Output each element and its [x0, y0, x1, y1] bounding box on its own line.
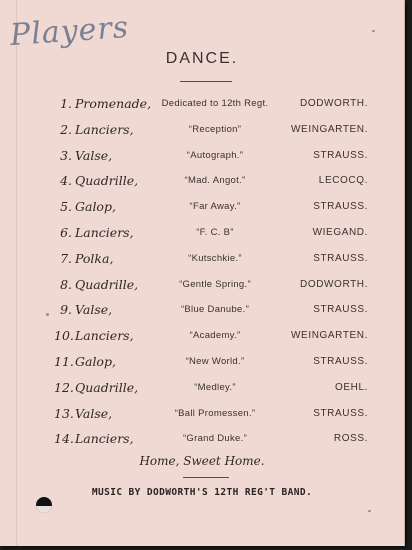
dance-type: Lanciers,: [75, 431, 134, 447]
dance-number: 3.: [60, 147, 72, 163]
dance-number: 9.: [60, 302, 72, 318]
handwritten-annotation: Players: [8, 9, 131, 54]
closing-dance: Home, Sweet Home.: [139, 454, 265, 468]
punch-hole-backing: [36, 506, 52, 513]
dance-entry: [54, 328, 164, 343]
composer-name: DODWORTH.: [300, 278, 368, 290]
dance-type: Quadrille,: [75, 379, 139, 395]
piece-title: “Gentle Spring.”: [179, 278, 251, 290]
program-row: [0, 277, 404, 299]
program-row: [0, 354, 404, 376]
program-row: [0, 431, 404, 453]
piece-title: “Autograph.”: [186, 149, 244, 161]
dance-number: 10.: [54, 328, 74, 344]
page-title: DANCE.: [165, 50, 239, 67]
program-row: [0, 199, 404, 221]
piece-title: “Kutschkie.”: [188, 252, 242, 264]
dance-type: Valse,: [75, 302, 113, 318]
dance-entry: [54, 277, 164, 292]
program-row: [0, 173, 404, 195]
composer-name: WEINGARTEN.: [291, 330, 368, 342]
composer-name: STRAUSS.: [313, 407, 368, 419]
dance-number: 6.: [60, 225, 72, 240]
composer-name: DODWORTH.: [300, 98, 368, 109]
dance-number: 13.: [54, 405, 74, 421]
program-row: [0, 225, 404, 247]
composer-name: WIEGAND.: [312, 227, 368, 238]
dance-number: 8.: [60, 276, 72, 292]
dance-entry: [54, 251, 164, 266]
dance-entry: [54, 225, 164, 240]
composer-name: STRAUSS.: [313, 356, 368, 367]
paper-speck: [372, 30, 375, 32]
piece-title: “Far Away.”: [189, 201, 241, 213]
dance-type: Lanciers,: [75, 328, 134, 344]
dance-type: Valse,: [75, 147, 113, 163]
program-row: [0, 328, 404, 350]
dance-number: 5.: [60, 199, 72, 215]
dance-entry: [54, 173, 164, 188]
dance-type: Galop,: [75, 354, 116, 369]
dance-type: Lanciers,: [75, 225, 134, 240]
piece-title: “Medley.”: [194, 381, 236, 393]
music-credit: MUSIC BY DODWORTH'S 12TH REG'T BAND.: [91, 487, 313, 498]
closing-divider: [183, 477, 229, 478]
program-row: [0, 302, 404, 324]
program-row: [0, 148, 404, 170]
paper-speck: [46, 313, 49, 316]
piece-title: “Reception”: [188, 123, 242, 135]
program-row: [0, 380, 404, 402]
dance-type: Lanciers,: [75, 121, 134, 137]
dance-type: Quadrille,: [75, 173, 139, 189]
dance-type: Galop,: [75, 199, 116, 215]
dance-entry: [54, 302, 164, 317]
dance-number: 11.: [54, 354, 74, 369]
dance-entry: [54, 96, 164, 111]
composer-name: OEHL.: [334, 381, 368, 393]
dance-number: 2.: [60, 121, 72, 137]
dance-entry: [54, 380, 164, 395]
piece-title: “F. C. B”: [196, 227, 234, 238]
dance-number: 14.: [54, 431, 74, 447]
composer-name: LECOCQ.: [318, 175, 368, 187]
dance-type: Promenade,: [75, 96, 152, 111]
piece-title: “Grand Duke.”: [182, 433, 248, 445]
piece-title: Dedicated to 12th Regt.: [161, 98, 269, 109]
dance-number: 12.: [54, 379, 74, 395]
piece-title: “Ball Promessen.”: [174, 407, 256, 419]
composer-name: WEINGARTEN.: [291, 123, 368, 135]
dance-entry: [54, 148, 164, 163]
title-divider: [180, 81, 232, 82]
dance-type: Quadrille,: [75, 276, 139, 292]
piece-title: “Blue Danube.”: [180, 304, 250, 316]
program-row: [0, 251, 404, 273]
composer-name: STRAUSS.: [313, 304, 368, 316]
dance-entry: [54, 122, 164, 137]
paper-speck: [368, 510, 371, 512]
punch-hole: [36, 497, 52, 513]
composer-name: ROSS.: [333, 433, 368, 445]
piece-title: “New World.”: [185, 356, 245, 367]
dance-number: 7.: [60, 250, 72, 266]
dance-entry: [54, 406, 164, 421]
composer-name: STRAUSS.: [313, 252, 368, 264]
piece-title: “Mad. Angot.”: [184, 175, 246, 187]
dance-number: 1.: [60, 96, 72, 111]
dance-number: 4.: [60, 173, 72, 189]
piece-title: “Academy.”: [189, 330, 241, 342]
composer-name: STRAUSS.: [313, 201, 368, 213]
program-row: [0, 406, 404, 428]
program-row: [0, 122, 404, 144]
dance-entry: [54, 199, 164, 214]
dance-entry: [54, 354, 164, 369]
dance-type: Polka,: [75, 250, 114, 266]
program-row: [0, 96, 404, 118]
dance-type: Valse,: [75, 405, 113, 421]
dance-entry: [54, 431, 164, 446]
composer-name: STRAUSS.: [313, 149, 368, 161]
